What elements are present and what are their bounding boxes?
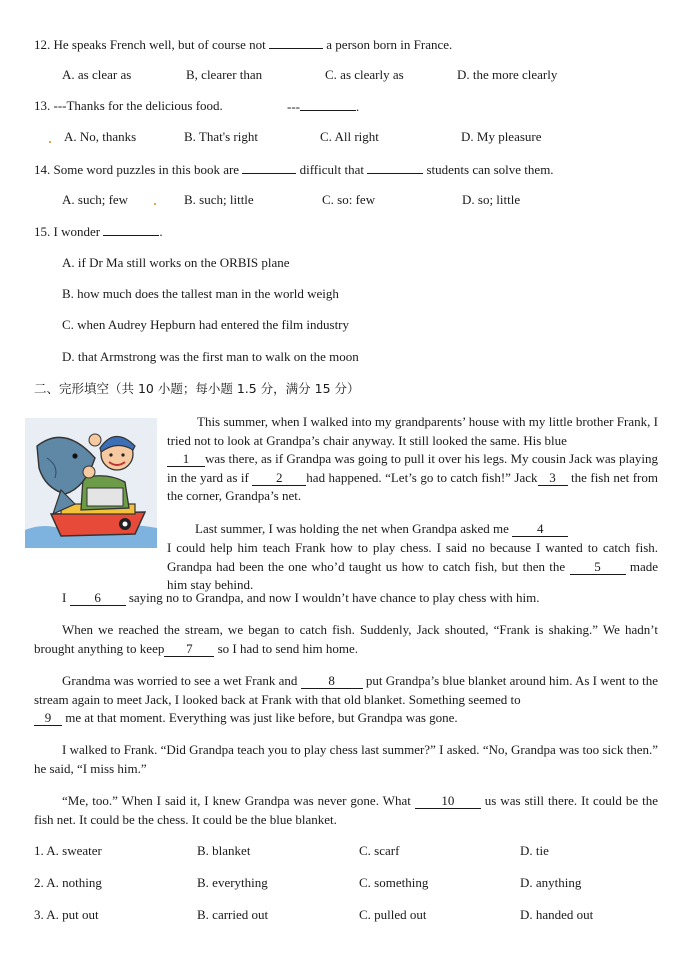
section-title: 二、完形填空（共 10 小题；每小题 1.5 分，满分 15 分） <box>34 381 360 396</box>
option: C. so: few <box>322 192 376 207</box>
period: . <box>356 99 360 114</box>
passage-paragraph-2-cont <box>34 539 658 595</box>
blank-number: 5 <box>570 560 626 575</box>
blank-number: 7 <box>164 642 214 657</box>
passage-text: This summer, when I walked into my grandparents’ house with my little brother Frank, I tried not to look at Grandpa’s chair anyway. It still looked the same. His blue <box>167 414 658 448</box>
option: C. All right <box>320 129 379 144</box>
option: B. That's right <box>184 129 258 144</box>
option: B. how much does the tallest man in the world weigh <box>62 286 339 301</box>
option: D. My pleasure <box>461 129 542 144</box>
blank-number: 6 <box>70 591 126 606</box>
passage-text: made him stay behind. <box>167 558 659 593</box>
passage-paragraph-7 <box>34 792 658 829</box>
question-stem: 14. Some word puzzles in this book are <box>34 162 240 177</box>
blank-number: 2 <box>252 471 306 486</box>
passage-text: was there, as if Grandpa was going to pull it over his legs. My cousin Jack was playing in the yard as if <box>167 451 658 485</box>
option: A. put out <box>46 907 99 922</box>
option: D. the more clearly <box>457 67 558 82</box>
option: D. so; little <box>462 192 521 207</box>
option: B, clearer than <box>186 67 263 82</box>
passage-paragraph-2 <box>167 520 658 539</box>
passage-paragraph-4 <box>34 621 658 658</box>
blank-number: 3 <box>538 471 568 486</box>
option: A. sweater <box>46 843 102 858</box>
answer-row-3 <box>34 907 99 923</box>
passage-text: saying no to Grandpa, and now I wouldn’t have chance to play chess with him. <box>128 590 540 605</box>
question-13-reply <box>287 98 359 115</box>
reply-dashes: --- <box>287 99 300 114</box>
question-13 <box>34 98 223 114</box>
answer-blank <box>269 36 323 49</box>
option: B. everything <box>197 875 268 890</box>
answer-blank <box>367 161 423 174</box>
blank-number: 1 <box>167 452 205 467</box>
answer-row-2 <box>34 875 102 891</box>
question-15 <box>34 223 163 240</box>
question-stem-end: a person born in France. <box>326 37 453 52</box>
option: B. blanket <box>197 843 251 858</box>
option: A. nothing <box>46 875 102 890</box>
option: C. something <box>359 875 429 890</box>
stray-dot <box>154 203 156 205</box>
passage-text: Last summer, I was holding the net when Grandpa asked me <box>195 521 509 536</box>
option: C. when Audrey Hepburn had entered the film industry <box>62 317 350 332</box>
passage-paragraph-3 <box>34 589 658 608</box>
passage-text: the fish net from the corner, Grandpa’s net. <box>167 469 658 504</box>
question-stem-end: students can solve them. <box>426 162 554 177</box>
answer-row-1 <box>34 843 102 859</box>
passage-text: put Grandpa’s blue blanket around him. As I went to the stream again to meet Jack, I looked back at Frank with that old blanket. Something seemed to <box>34 673 659 707</box>
question-12 <box>34 36 452 53</box>
passage-paragraph-5 <box>34 672 658 728</box>
answer-blank <box>300 98 356 111</box>
answer-blank <box>103 223 159 236</box>
option: D. anything <box>520 875 582 890</box>
passage-paragraph-1 <box>167 413 658 506</box>
stray-dot <box>49 141 51 143</box>
answer-number: 2. <box>34 875 44 890</box>
question-stem: 15. I wonder <box>34 224 101 239</box>
option: C. pulled out <box>359 907 427 922</box>
passage-text: I <box>62 590 67 605</box>
option: A. if Dr Ma still works on the ORBIS plane <box>62 255 290 270</box>
option: D. handed out <box>520 907 594 922</box>
option: C. as clearly as <box>325 67 404 82</box>
option: A. as clear as <box>62 67 132 82</box>
blank-number: 10 <box>415 794 481 809</box>
question-stem-mid: difficult that <box>299 162 364 177</box>
question-14 <box>34 161 554 178</box>
passage-text: me at that moment. Everything was just like before, but Grandpa was gone. <box>65 710 458 726</box>
blank-number: 8 <box>301 674 363 689</box>
option: A. No, thanks <box>64 129 137 144</box>
question-stem: 13. ---Thanks for the delicious food. <box>34 98 223 113</box>
period: . <box>159 224 163 239</box>
passage-text: “Me, too.” When I said it, I knew Grandpa was never gone. What <box>62 793 411 808</box>
fisherman-cartoon-icon <box>25 418 157 548</box>
passage-text: I could help him teach Frank how to play chess. I said no because I wanted to catch fish. Grandpa had been the one who’d taught us how to catch fish, but then the <box>167 540 658 574</box>
passage-text: so I had to send him home. <box>217 640 359 656</box>
option: C. scarf <box>359 843 400 858</box>
option: B. carried out <box>197 907 269 922</box>
option: B. such; little <box>184 192 254 207</box>
option: D. tie <box>520 843 549 858</box>
passage-paragraph-6 <box>34 741 658 778</box>
question-stem: 12. He speaks French well, but of course not <box>34 37 266 52</box>
passage-text: Grandma was worried to see a wet Frank and <box>62 673 298 688</box>
answer-number: 1. <box>34 843 44 858</box>
blank-number: 9 <box>34 711 62 726</box>
answer-blank <box>242 161 296 174</box>
passage-text: When we reached the stream, we began to catch fish. Suddenly, Jack shouted, “Frank is shaking.” We hadn’t brought anything to keep <box>34 622 658 656</box>
answer-number: 3. <box>34 907 44 922</box>
passage-text: had happened. “Let’s go to catch fish!” Jack <box>306 469 538 485</box>
option: A. such; few <box>62 192 129 207</box>
blank-number: 4 <box>512 522 568 537</box>
option: D. that Armstrong was the first man to walk on the moon <box>62 349 359 364</box>
passage-text: I walked to Frank. “Did Grandpa teach you to play chess last summer?” I asked. “No, Grandpa was too sick then.” he said, “I miss him.” <box>34 742 658 776</box>
passage-text: us was still there. It could be the fish net. It could be the chess. It could be the blue blanket. <box>34 793 658 827</box>
